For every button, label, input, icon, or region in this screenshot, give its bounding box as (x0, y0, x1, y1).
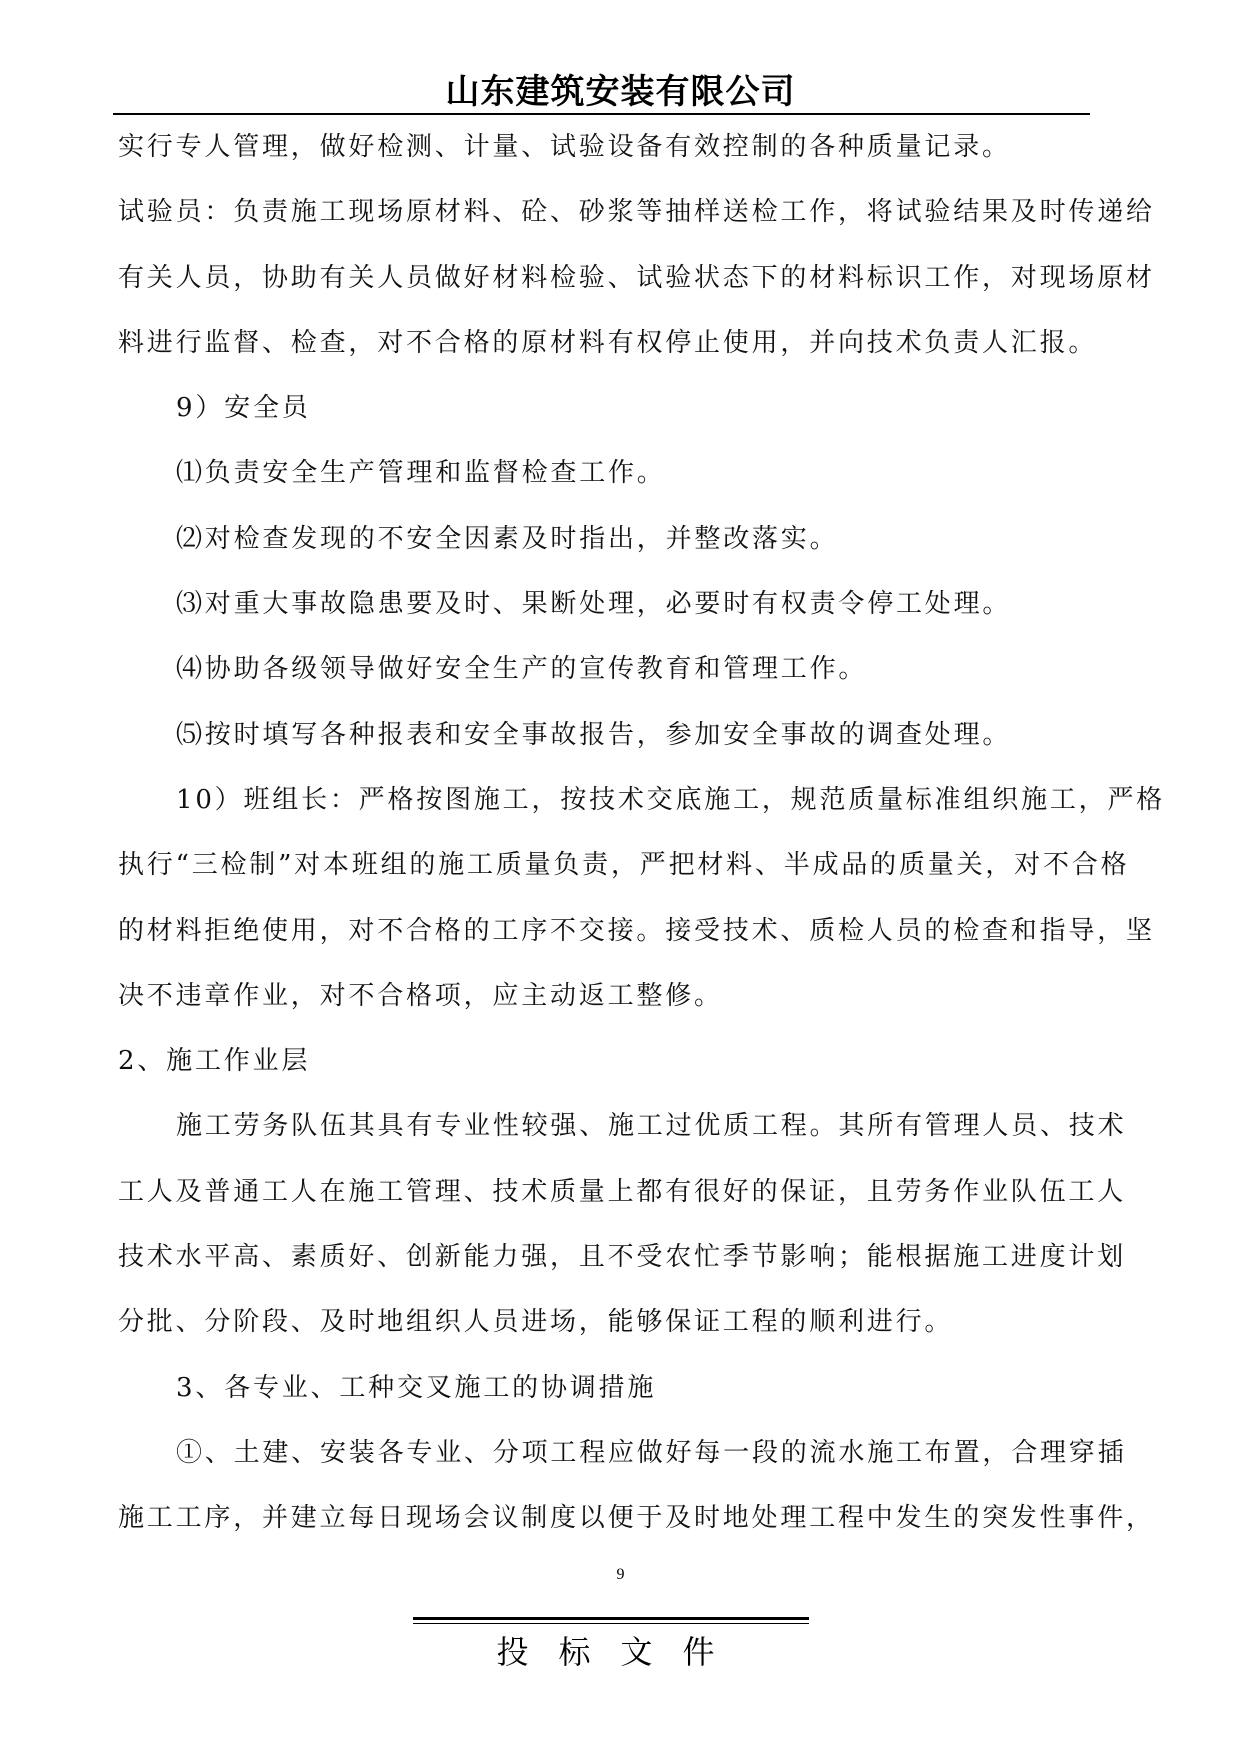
text-line: ①、土建、安装各专业、分项工程应做好每一段的流水施工布置，合理穿插 (176, 1437, 1127, 1468)
text-line: 执行“三检制”对本班组的施工质量负责，严把材料、半成品的质量关，对不合格 (118, 850, 1130, 881)
company-header: 山东建筑安装有限公司 (445, 72, 796, 112)
footer-divider-thin (413, 1623, 809, 1624)
text-line: 试验员：负责施工现场原材料、砼、砂浆等抽样送检工作，将试验结果及时传递给 (118, 197, 1155, 228)
text-line: 10）班组长：严格按图施工，按技术交底施工，规范质量标准组织施工，严格 (176, 784, 1166, 815)
text-line: 工人及普通工人在施工管理、技术质量上都有很好的保证，且劳务作业队伍工人 (118, 1176, 1127, 1207)
text-line: 的材料拒绝使用，对不合格的工序不交接。接受技术、质检人员的检查和指导，坚 (118, 915, 1155, 946)
footer-doc-title: 投标文件 (496, 1633, 745, 1671)
list-item: ⑶对重大事故隐患要及时、果断处理，必要时有权责令停工处理。 (176, 589, 1012, 620)
text-line: 施工工序，并建立每日现场会议制度以便于及时地处理工程中发生的突发性事件， (118, 1503, 1155, 1534)
footer-divider-thick (413, 1617, 809, 1620)
text-line: 决不违章作业，对不合格项，应主动返工整修。 (118, 980, 723, 1011)
text-line: 技术水平高、素质好、创新能力强，且不受农忙季节影响；能根据施工进度计划 (118, 1242, 1127, 1273)
list-item: ⑴负责安全生产管理和监督检查工作。 (176, 458, 666, 489)
text-line: 施工劳务队伍其具有专业性较强、施工过优质工程。其所有管理人员、技术 (176, 1111, 1127, 1142)
section-heading: 3、各专业、工种交叉施工的协调措施 (176, 1372, 657, 1403)
section-heading: 9）安全员 (176, 393, 311, 424)
list-item: ⑸按时填写各种报表和安全事故报告，参加安全事故的调查处理。 (176, 719, 1012, 750)
section-heading: 2、施工作业层 (118, 1046, 311, 1077)
text-line: 料进行监督、检查，对不合格的原材料有权停止使用，并向技术负责人汇报。 (118, 327, 1098, 358)
text-line: 实行专人管理，做好检测、计量、试验设备有效控制的各种质量记录。 (118, 132, 1011, 162)
text-line: 分批、分阶段、及时地组织人员进场，能够保证工程的顺利进行。 (118, 1307, 954, 1338)
header-divider (113, 113, 1090, 115)
text-line: 有关人员，协助有关人员做好材料检验、试验状态下的材料标识工作，对现场原材 (118, 262, 1155, 293)
list-item: ⑷协助各级领导做好安全生产的宣传教育和管理工作。 (176, 654, 868, 685)
body-text (118, 127, 1166, 1564)
list-item: ⑵对检查发现的不安全因素及时指出，并整改落实。 (176, 523, 839, 554)
page-number: 9 (616, 1566, 625, 1583)
